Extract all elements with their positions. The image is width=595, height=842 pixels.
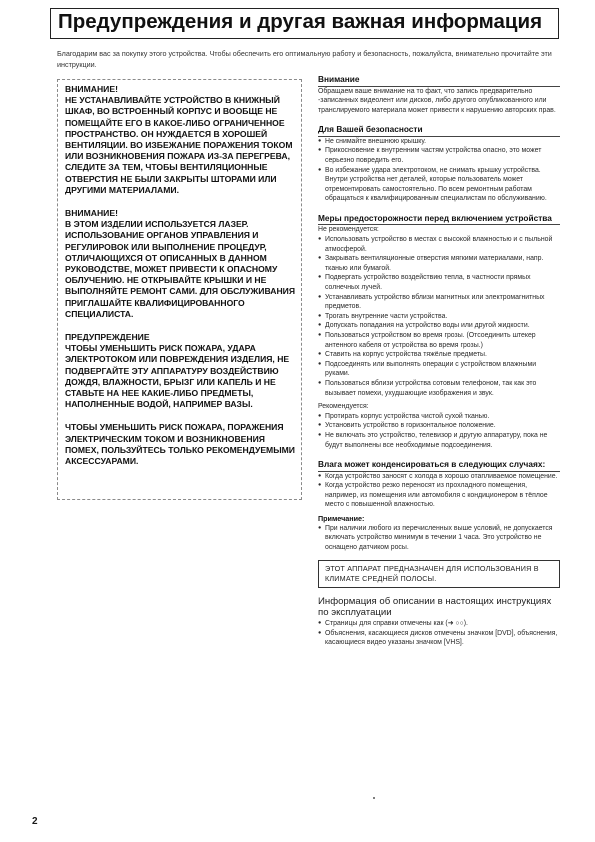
warning-block — [65, 208, 295, 320]
list-item: ● При наличии любого из перечисленных выше условий, не допускается включать устройство минимум в течении 1 часа. Это устройство не оснащено датчиком росы. — [318, 524, 560, 553]
warning-block — [65, 84, 295, 196]
intro-text: Благодарим вас за покупку этого устройства. Чтобы обеспечить его оптимальную работу и безопасность, пожалуйста, внимательно прочитайте эти инструкции. — [57, 49, 552, 69]
warning-text: НЕ УСТАНАВЛИВАЙТЕ УСТРОЙСТВО В КНИЖНЫЙ ШКАФ, ВО ВСТРОЕННЫЙ КОРПУС И ВООБЩЕ НЕ ПОМЕЩАЙТЕ ЕГО В КАКОЕ-ЛИБО ОГРАНИЧЕННОЕ ПРОСТРАНСТВО. ОН НУЖДАЕТСЯ В ХОРОШЕЙ ВЕНТИЛЯЦИИ. ВО ИЗБЕЖАНИЕ ПОРАЖЕНИЯ ТОКОМ ИЛИ ВОЗНИКНОВЕНИЯ ПОЖАРА ИЗ-ЗА ПЕРЕГРЕВА, СЛЕДИТЕ ЗА ТЕМ, ЧТОБЫ ВЕНТИЛЯЦИОННЫЕ ОТВЕРСТИЯ НЕ БЫЛИ ЗАКРЫТЫ ШТОРАМИ ИЛИ ДРУГИМИ МАТЕРИАЛАМИ. — [65, 95, 293, 195]
list-item: ● Протирать корпус устройства чистой сухой тканью. — [318, 412, 560, 422]
recommended-label: Рекомендуется: — [318, 403, 369, 411]
safety-heading: Для Вашей безопасности — [318, 124, 560, 137]
list-item: ● Подсоединять или выполнять операции с устройством влажными руками. — [318, 360, 560, 379]
safety-list — [318, 137, 560, 204]
list-item: ● Не снимайте внешнюю крышку. — [318, 137, 560, 147]
right-column — [318, 74, 560, 648]
condensation-heading: Влага может конденсироваться в следующих случаях: — [318, 459, 560, 472]
list-item: ● Пользоваться устройством во время грозы. (Отсоединить штекер антенного кабеля от устройства во время грозы.) — [318, 331, 560, 350]
list-item: ● Допускать попадания на устройство воды или другой жидкости. — [318, 321, 560, 331]
condensation-list — [318, 472, 560, 510]
note-label: Примечание: — [318, 513, 365, 523]
note-list — [318, 524, 560, 553]
climate-notice: ЭТОТ АППАРАТ ПРЕДНАЗНАЧЕН ДЛЯ ИСПОЛЬЗОВАНИЯ В КЛИМАТЕ СРЕДНЕЙ ПОЛОСЫ. — [318, 560, 560, 588]
list-item: ● Когда устройство резко переносят из прохладного помещения, например, из помещения или автомобиля с кондиционером в тёплое место с повышенной влажностью. — [318, 481, 560, 510]
list-item: ● Во избежание удара электротоком, не снимать крышку устройства. Внутри устройства нет деталей, которые пользователь может отремонтировать самостоятельно. По всем ремонтным работам обращаться к квалифицированным специалистам по обслуживанию. — [318, 166, 560, 204]
warning-block — [65, 422, 295, 467]
list-item: ● Когда устройство заносят с холода в хорошо отапливаемое помещение. — [318, 472, 560, 482]
list-item: ● Использовать устройство в местах с высокой влажностью и с пыльной атмосферой. — [318, 235, 560, 254]
warning-heading: ПРЕДУПРЕЖДЕНИЕ — [65, 332, 150, 343]
description-info-heading: Информация об описании в настоящих инструкциях по эксплуатации — [318, 595, 552, 619]
attention-text: Обращаем ваше внимание на то факт, что запись предварительно -записанных видеолент или дисков, либо другого опубликованного или транслируемого материала может привести к нарушению авторских прав. — [318, 87, 556, 114]
warning-box — [57, 79, 302, 500]
print-speck — [373, 797, 375, 799]
list-item: ● Установить устройство в горизонтальное положение. — [318, 421, 560, 431]
warning-text: ЧТОБЫ УМЕНЬШИТЬ РИСК ПОЖАРА, ПОРАЖЕНИЯ ЭЛЕКТРИЧЕСКИМ ТОКОМ И ВОЗНИКНОВЕНИЯ ПОМЕХ, ПОЛЬЗУЙТЕСЬ ТОЛЬКО РЕКОМЕНДУЕМЫМИ АКСЕССУАРАМИ. — [65, 422, 295, 467]
list-item: ● Трогать внутренние части устройства. — [318, 312, 560, 322]
precautions-heading: Меры предосторожности перед включением устройства — [318, 213, 560, 226]
description-info-list — [318, 619, 560, 648]
page-title: Предупреждения и другая важная информация — [58, 10, 543, 33]
list-item: ● Подвергать устройство воздействию тепла, в частности прямых солнечных лучей. — [318, 273, 560, 292]
list-item: ● Пользоваться вблизи устройства сотовым телефоном, так как это вызывает помехи, ухудшающие изображения и звук. — [318, 379, 560, 398]
warning-heading: ВНИМАНИЕ! — [65, 84, 118, 94]
list-item: ● Страницы для справки отмечены как (➜ ○○). — [318, 619, 560, 629]
recommended-list — [318, 412, 560, 450]
title-bar — [50, 8, 559, 39]
warning-text: ЧТОБЫ УМЕНЬШИТЬ РИСК ПОЖАРА, УДАРА ЭЛЕКТРОТОКОМ ИЛИ ПОВРЕЖДЕНИЯ ИЗДЕЛИЯ, НЕ ПОДВЕРГАЙТЕ ЭТУ АППАРАТУРУ ВОЗДЕЙСТВИЮ ДОЖДЯ, ВЛАЖНОСТИ, БРЫЗГ ИЛИ КАПЕЛЬ И НЕ СТАВЬТЕ НА НЕЕ КАКИЕ-ЛИБО ПРЕДМЕТЫ, НАПОЛНЕННЫЕ ВОДОЙ, НАПРИМЕР ВАЗЫ. — [65, 343, 290, 410]
list-item: ● Ставить на корпус устройства тяжёлые предметы. — [318, 350, 560, 360]
list-item: ● Закрывать вентиляционные отверстия мягкими материалами, напр. тканью или бумагой. — [318, 254, 560, 273]
list-item: ● Объяснения, касающиеся дисков отмечены значком [DVD], объяснения, касающиеся видео указаны значком [VHS]. — [318, 629, 560, 648]
not-recommended-label: Не рекомендуется: — [318, 226, 379, 234]
warning-block — [65, 332, 295, 410]
warning-text: В ЭТОМ ИЗДЕЛИИ ИСПОЛЬЗУЕТСЯ ЛАЗЕР. ИСПОЛЬЗОВАНИЕ ОРГАНОВ УПРАВЛЕНИЯ И РЕГУЛИРОВОК ИЛИ ВЫПОЛНЕНИЕ ПРОЦЕДУР, ОТЛИЧАЮЩИХСЯ ОТ ОПИСАННЫХ В ДАННОМ РУКОВОДСТВЕ, МОЖЕТ ПРИВЕСТИ К ОПАСНОМУ ОБЛУЧЕНИЮ. НЕ ОТКРЫВАЙТЕ КРЫШКИ И НЕ ВЫПОЛНЯЙТЕ РЕМОНТ САМИ. ДЛЯ ОБСЛУЖИВАНИЯ ПРИГЛАШАЙТЕ КВАЛИФИЦИРОВАННОГО СПЕЦИАЛИСТА. — [65, 219, 296, 319]
list-item: ● Устанавливать устройство вблизи магнитных или электромагнитных предметов. — [318, 293, 560, 312]
attention-heading: Внимание — [318, 74, 560, 87]
list-item: ● Не включать это устройство, телевизор и другую аппаратуру, пока не будут выполнены все необходимые подсоединения. — [318, 431, 560, 450]
warning-heading: ВНИМАНИЕ! — [65, 208, 118, 219]
page-number: 2 — [32, 816, 38, 827]
not-recommended-list — [318, 235, 560, 398]
list-item: ● Прикосновение к внутренним частям устройства опасно, это может серьезно повредить его. — [318, 146, 560, 165]
